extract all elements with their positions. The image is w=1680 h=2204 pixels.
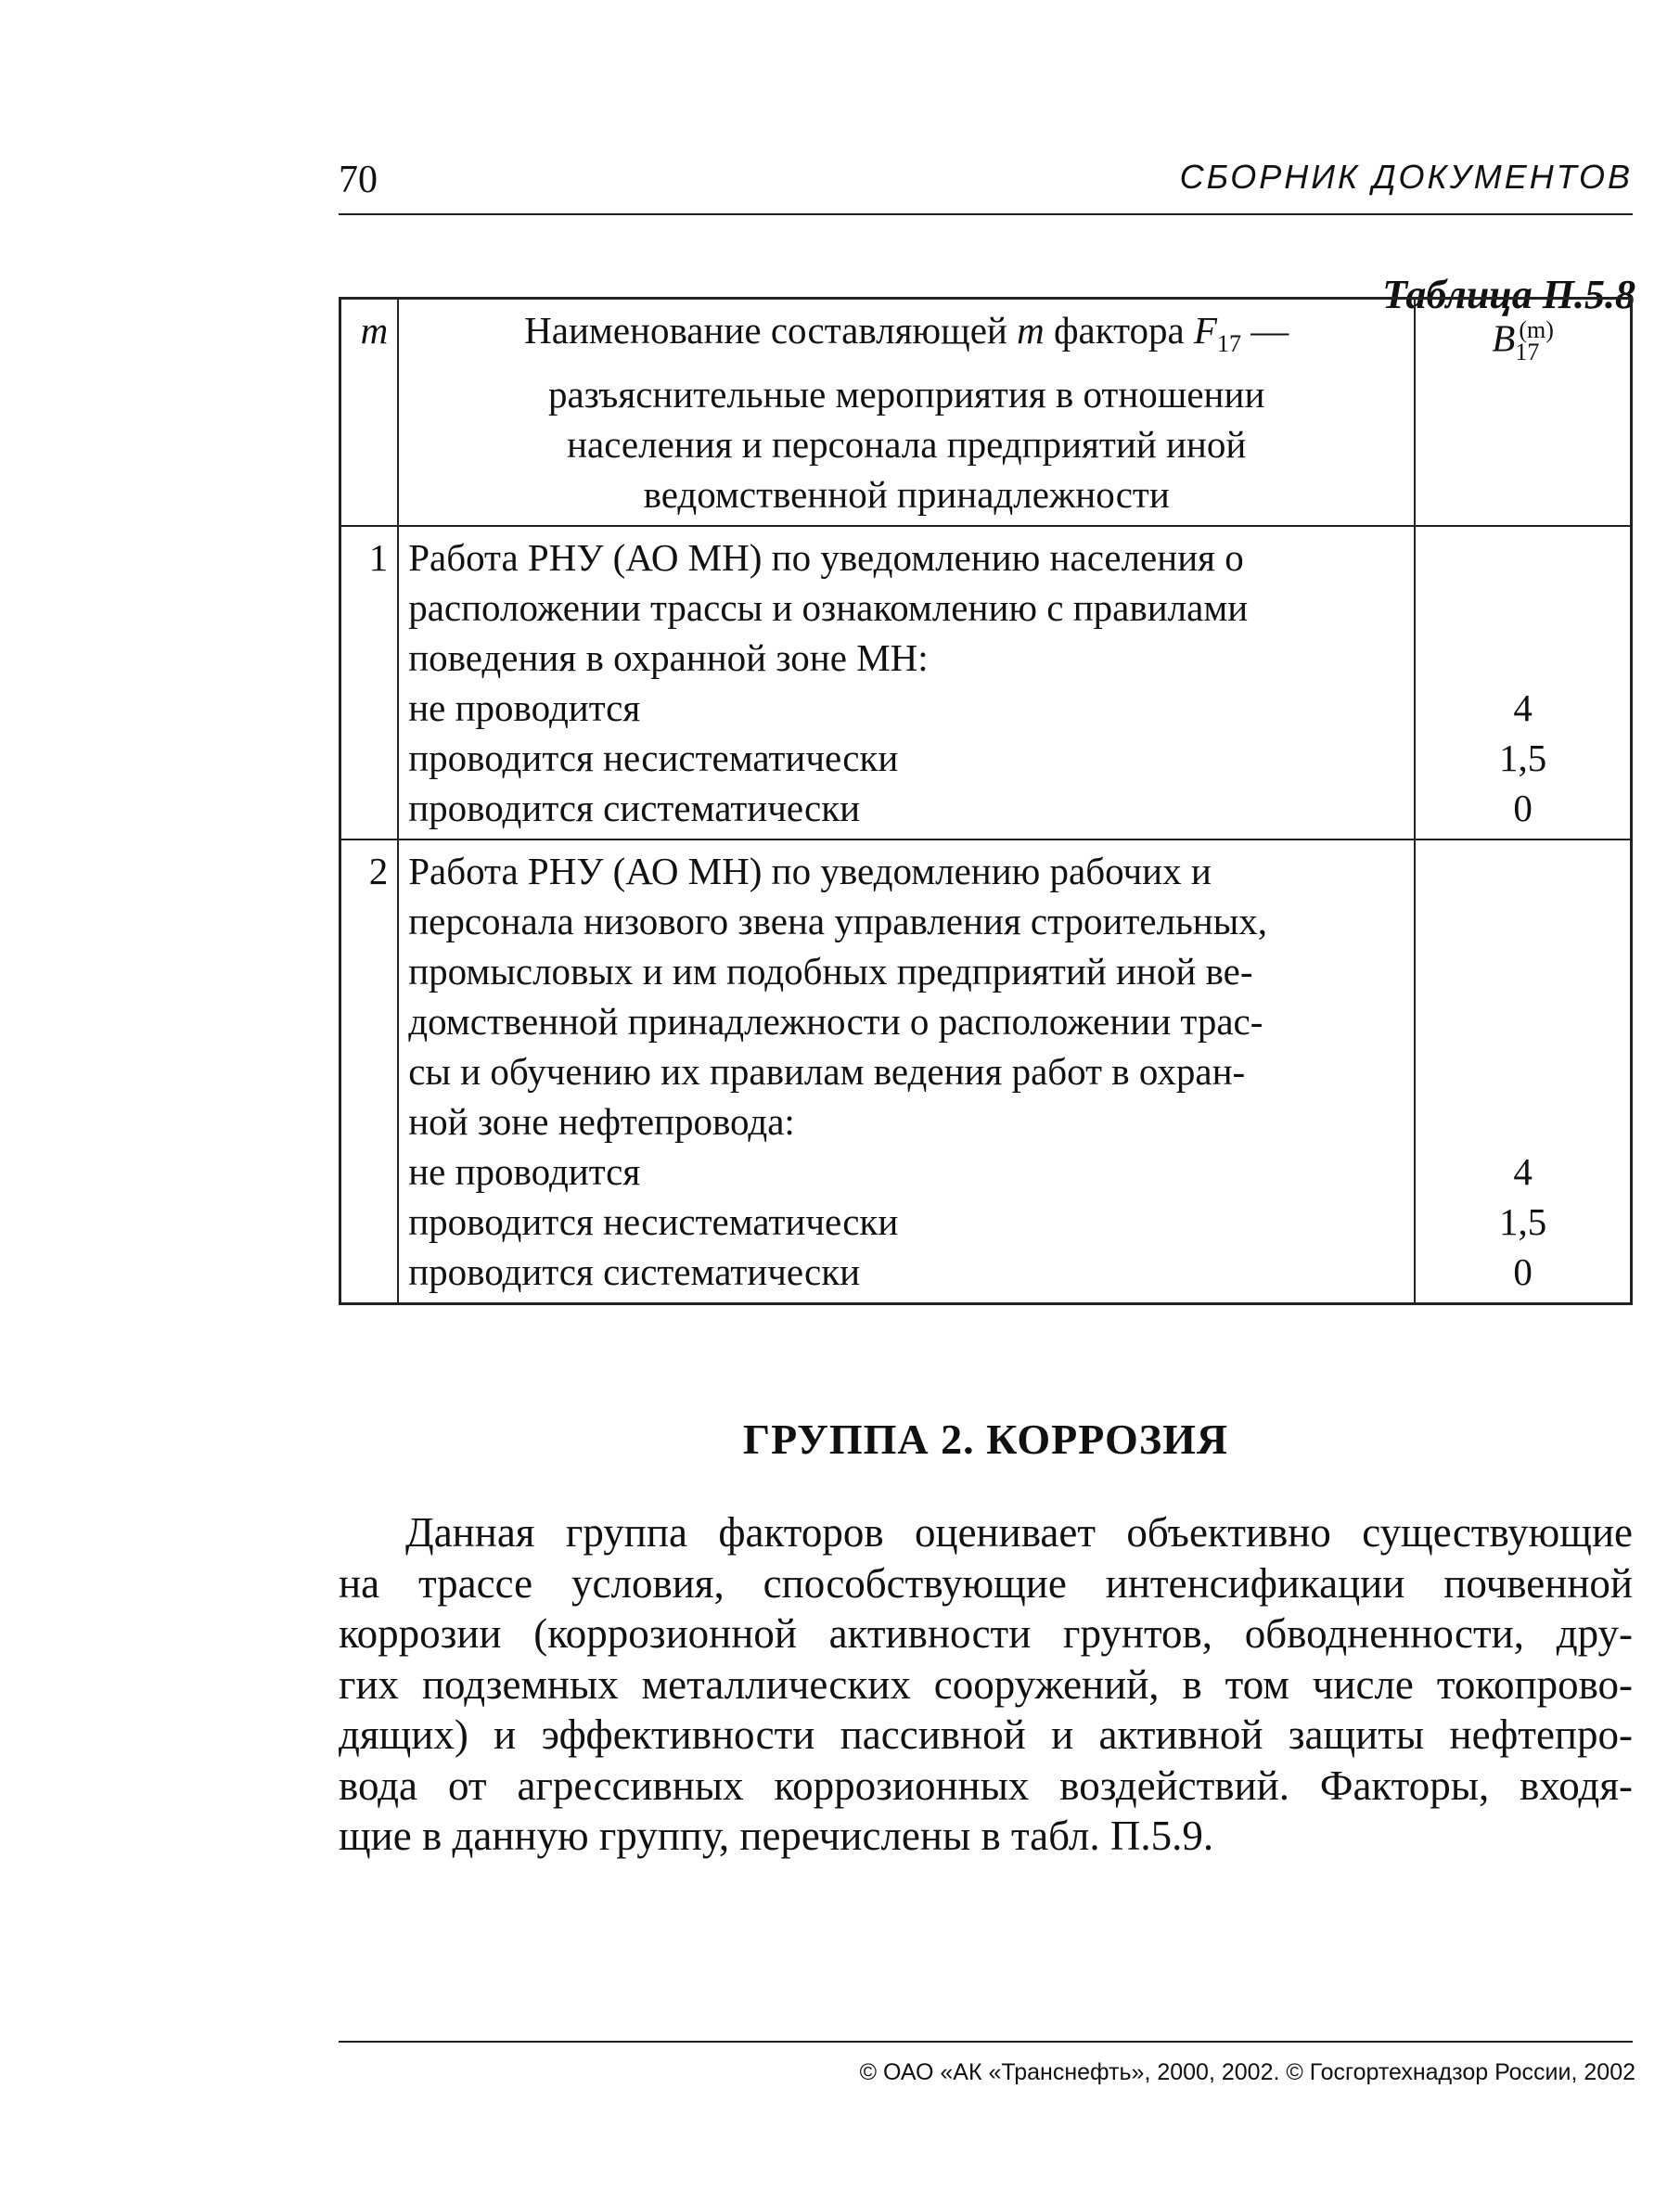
paragraph-line: щие в данную группу, перечислены в табл. П.5.9.: [339, 1813, 1214, 1859]
header-name-line-2: населения и персонала предприятий иной: [567, 423, 1247, 467]
section-paragraph: [339, 1507, 1633, 1862]
row-1-line: проводится систематически: [408, 787, 861, 830]
row-1-line: Работа РНУ (АО МН) по уведомлению населения о: [408, 536, 1244, 580]
row-1-line: поведения в охранной зоне МН:: [408, 636, 929, 680]
header-value-sup: (m): [1519, 316, 1554, 343]
header-name-text-a: Наименование составляющей: [524, 309, 1018, 352]
row-2-line: не проводится: [408, 1150, 641, 1194]
row-1-line: расположении трассы и ознакомлению с правилами: [408, 586, 1249, 630]
row-2-line: проводится систематически: [408, 1250, 861, 1294]
row-1-value: 0: [1513, 787, 1533, 830]
header-name-line-3: ведомственной принадлежности: [643, 473, 1170, 517]
row-1-values: [1415, 526, 1631, 839]
row-1-values-list: [1425, 532, 1621, 833]
paragraph-line: гих подземных металлических сооружений, в том числе токопрово-: [339, 1660, 1633, 1708]
row-2-m: 2: [340, 839, 399, 1304]
row-1-name: [398, 526, 1415, 839]
paragraph-line: коррозии (коррозионной активности грунтов, обводненности, дру-: [339, 1610, 1633, 1657]
row-2-line: промысловых и им подобных предприятий иной ве-: [408, 950, 1253, 993]
header-m: m: [340, 299, 399, 527]
row-2-line: проводится несистематически: [408, 1200, 899, 1244]
row-1-line: не проводится: [408, 686, 641, 730]
page-header: [339, 158, 1633, 215]
header-name-line-0: [408, 305, 1404, 369]
row-2-line: ной зоне нефтепровода:: [408, 1100, 795, 1144]
table-header-row: [340, 299, 1632, 527]
paragraph-line: Данная группа факторов оценивает объективно существующие: [405, 1509, 1633, 1556]
row-1-m: 1: [340, 526, 399, 839]
row-2-values: [1415, 839, 1631, 1304]
row-1-line: проводится несистематически: [408, 737, 899, 780]
header-name-dash: —: [1240, 309, 1289, 352]
row-2-line: сы и обучению их правилам ведения работ в охран-: [408, 1050, 1246, 1094]
header-value: [1415, 299, 1631, 527]
row-2-name: [398, 839, 1415, 1304]
row-1-value: 4: [1513, 686, 1533, 730]
footer-rule: [339, 2041, 1633, 2043]
header-symbol-f-sub: 17: [1216, 330, 1241, 358]
paragraph-line: дящих) и эффективности пассивной и активной защиты нефтепро-: [339, 1711, 1633, 1758]
header-name-line-1: разъяснительные мероприятия в отношении: [547, 373, 1265, 416]
header-name: [398, 299, 1415, 527]
row-2-line: домственной принадлежности о расположении трас-: [408, 1000, 1263, 1044]
footer-copyright: © ОАО «АК «Транснефть», 2000, 2002. © Госгортехнадзор России, 2002: [859, 2059, 1635, 2085]
page-number: 70: [339, 159, 378, 201]
header-symbol-f: F: [1193, 309, 1217, 352]
running-title: СБОРНИК ДОКУМЕНТОВ: [1179, 158, 1633, 196]
row-2-value: 1,5: [1498, 1200, 1547, 1244]
row-2-value: 4: [1513, 1150, 1533, 1194]
header-value-sub: 17: [1515, 338, 1540, 365]
section-heading: ГРУППА 2. КОРРОЗИЯ: [742, 1416, 1229, 1463]
table-row: [340, 526, 1632, 839]
paragraph-line: вода от агрессивных коррозионных воздействий. Факторы, входя-: [339, 1762, 1633, 1809]
paragraph-line: на трассе условия, способствующие интенсификации почвенной: [339, 1559, 1633, 1607]
row-2-line: Работа РНУ (АО МН) по уведомлению рабочих и: [408, 850, 1212, 893]
header-name-text-b: фактора: [1044, 309, 1194, 352]
header-symbol-m: m: [1017, 309, 1045, 352]
table-caption: Таблица П.5.8: [1382, 272, 1635, 317]
row-2-line: персонала низового звена управления строительных,: [408, 900, 1268, 943]
row-1-value: 1,5: [1498, 737, 1547, 780]
row-2-values-list: [1425, 846, 1621, 1297]
row-2-value: 0: [1513, 1250, 1533, 1294]
factors-table: [339, 297, 1633, 1305]
header-value-symbol: B: [1492, 316, 1516, 360]
table-row: [340, 839, 1632, 1304]
